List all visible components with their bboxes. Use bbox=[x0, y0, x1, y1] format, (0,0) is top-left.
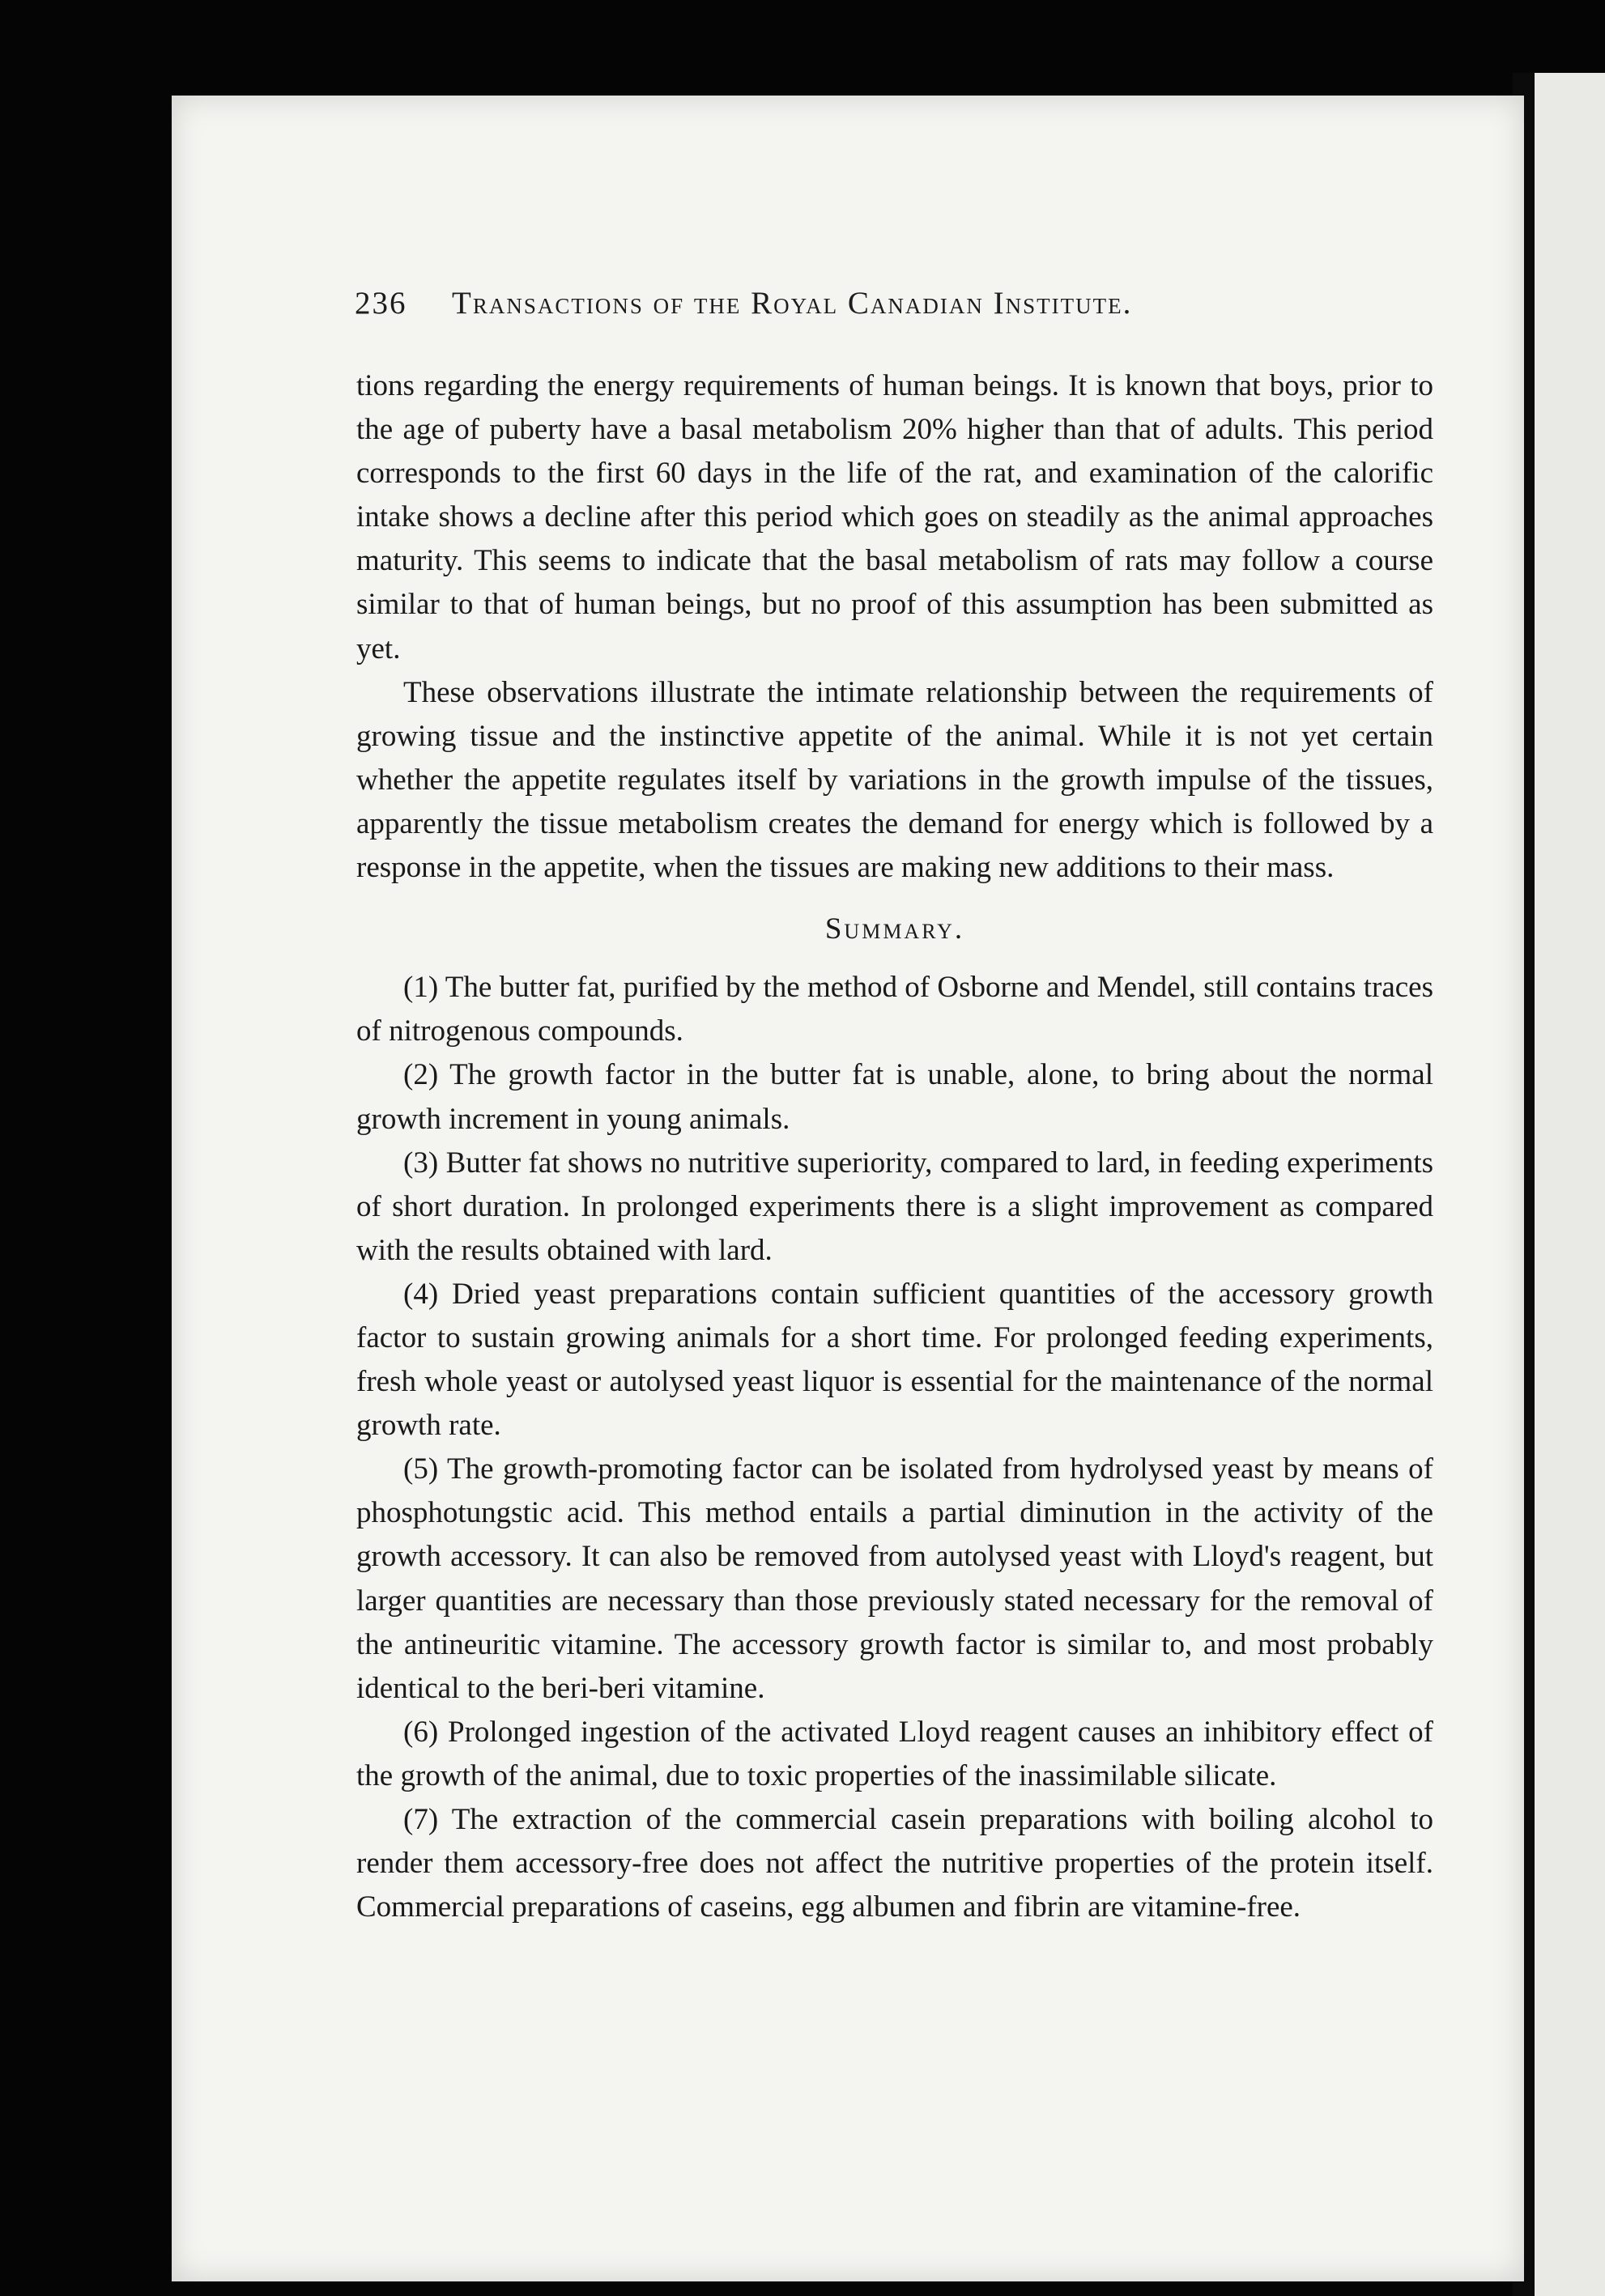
summary-item-3: (3) Butter fat shows no nutritive superiority, compared to lard, in feeding experiments of short duration. In prolonged experiments there is a slight improvement as compared with the results obtained with lard. bbox=[356, 1146, 1433, 1267]
page-number: 236 bbox=[355, 286, 407, 321]
summary-item-2: (2) The growth factor in the butter fat is unable, alone, to bring about the normal growth increment in young animals. bbox=[356, 1058, 1433, 1136]
summary-item-6: (6) Prolonged ingestion of the activated Lloyd reagent causes an inhibitory effect of the growth of the animal, due to toxic properties of the inassimilable silicate. bbox=[356, 1715, 1433, 1792]
summary-item-4: (4) Dried yeast preparations contain sufficient quantities of the accessory growth factor to sustain growing animals for a short time. For prolonged feeding experiments, fresh whole yeast or autolysed yeast liquor is essential for the maintenance of the normal growth rate. bbox=[356, 1277, 1433, 1443]
paragraph-continued: tions regarding the energy requirements of human beings. It is known that boys, prior to the age of puberty have a basal metabolism 20% higher than that of adults. This period corresponds to the first 60 days in the life of the rat, and examination of the calorific intake shows a decline after this period which goes on steadily as the animal approaches maturity. This seems to indicate that the basal metabolism of rats may follow a course similar to that of human beings, but no proof of this assumption has been submitted as yet. bbox=[356, 369, 1433, 665]
facing-page-edge bbox=[1535, 73, 1605, 2296]
paragraph-observations: These observations illustrate the intimate relationship between the requirements of growing tissue and the instinctive appetite of the animal. While it is not yet certain whether the appetite regulates itself by variations in the growth impulse of the tissues, apparently the tissue metabolism creates the demand for energy which is followed by a response in the appetite, when the tissues are making new additions to their mass. bbox=[356, 675, 1433, 885]
summary-item-1: (1) The butter fat, purified by the method of Osborne and Mendel, still contains traces of nitrogenous compounds. bbox=[356, 971, 1433, 1048]
summary-item-5: (5) The growth-promoting factor can be isolated from hydrolysed yeast by means of phosphotungstic acid. This method entails a partial diminution in the activity of the growth accessory. It can also be removed from autolysed yeast with Lloyd's reagent, but larger quantities are necessary than those previously stated necessary for the removal of the antineuritic vitamine. The accessory growth factor is similar to, and most probably identical to the beri-beri vitamine. bbox=[356, 1452, 1433, 1705]
running-title: Transactions of the Royal Canadian Institute. bbox=[452, 286, 1133, 321]
summary-heading: Summary. bbox=[824, 912, 965, 946]
running-header bbox=[355, 285, 1440, 321]
page-body bbox=[356, 364, 1433, 1929]
summary-item-7: (7) The extraction of the commercial casein preparations with boiling alcohol to render them accessory-free does not affect the nutritive properties of the protein itself. Commercial preparations of caseins, egg albumen and fibrin are vitamine-free. bbox=[356, 1803, 1433, 1924]
